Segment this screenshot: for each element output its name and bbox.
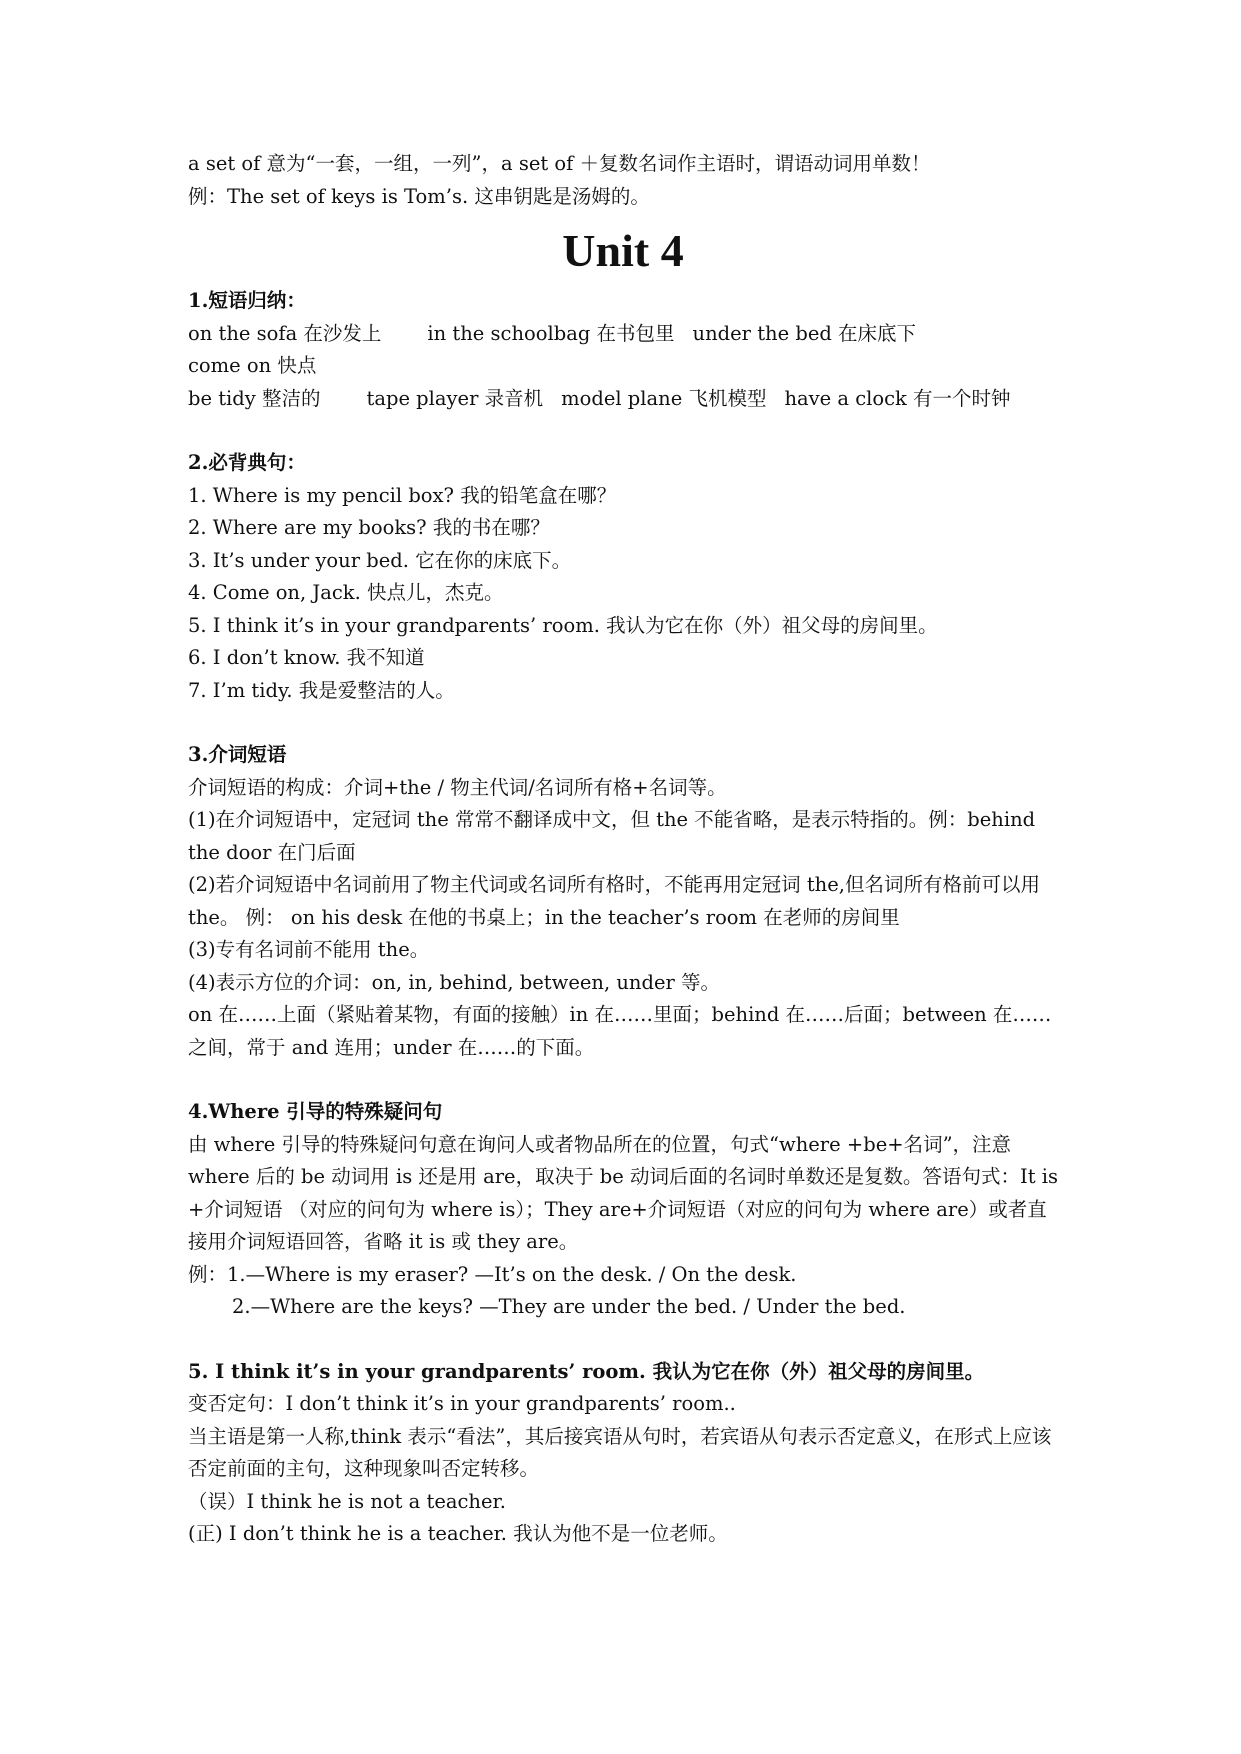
unit-title: Unit 4	[562, 225, 684, 276]
intro-line-1: a set of 意为“一套，一组，一列”，a set of ＋复数名词作主语时，谓语动词用单数！	[188, 152, 931, 175]
section-3-line: on 在……上面（紧贴着某物，有面的接触）in 在……里面；behind 在……后面；between 在……之间，常于 and 连用；under 在……的下面。	[188, 1003, 1052, 1059]
example-2: 2.—Where are the keys? —They are under the bed. / Under the bed.	[232, 1295, 906, 1318]
phrase: in the schoolbag 在书包里	[427, 321, 675, 345]
sentence-item: 4. Come on, Jack. 快点儿，杰克。	[188, 581, 504, 604]
sentence-item: 2. Where are my books? 我的书在哪？	[188, 516, 550, 539]
sentence-item: 3. It’s under your bed. 它在你的床底下。	[188, 548, 572, 572]
sentence-item: 5. I think it’s in your grandparents’ room. 我认为它在你（外）祖父母的房间里。	[188, 613, 938, 637]
section-3-line: (3)专有名词前不能用 the。	[188, 938, 430, 961]
section-1-heading: 1.短语归纳：	[188, 289, 306, 312]
section-5-line: (正) I don’t think he is a teacher. 我认为他不是一位老师。	[188, 1522, 728, 1545]
phrase: on the sofa 在沙发上	[188, 321, 382, 345]
intro-line-2: 例：The set of keys is Tom’s. 这串钥匙是汤姆的。	[188, 184, 650, 208]
phrase: model plane 飞机模型	[561, 386, 767, 410]
section-5-line: （误）I think he is not a teacher.	[188, 1489, 506, 1513]
phrase: come on 快点	[188, 354, 317, 377]
sentence-item: 7. I’m tidy. 我是爱整洁的人。	[188, 678, 455, 702]
section-5-line: 当主语是第一人称,think 表示“看法”，其后接宾语从句时，若宾语从句表示否定意义，在形式上应该否定前面的主句，这种现象叫否定转移。	[188, 1424, 1052, 1480]
section-2-heading: 2.必背典句：	[188, 451, 306, 474]
sentence-item: 1. Where is my pencil box? 我的铅笔盒在哪？	[188, 483, 617, 507]
section-3-line: (4)表示方位的介词：on, in, behind, between, under 等。	[188, 970, 721, 994]
phrase-row-1	[188, 318, 1058, 383]
section-3-line: (2)若介词短语中名词前用了物主代词或名词所有格时，不能再用定冠词 the,但名词所有格前可以用 the。 例： on his desk 在他的书桌上；in the teacher’s room 在老师的房间里	[188, 873, 1040, 929]
phrase: tape player 录音机	[366, 386, 544, 410]
document-body	[188, 148, 1058, 1551]
phrase: under the bed 在床底下	[692, 321, 917, 345]
phrase-row-2	[188, 383, 1058, 416]
section-5-line: 变否定句：I don’t think it’s in your grandparents’ room..	[188, 1392, 736, 1415]
section-4-heading: 4.Where 引导的特殊疑问句	[188, 1100, 443, 1123]
section-3-heading: 3.介词短语	[188, 743, 287, 766]
phrase: have a clock 有一个时钟	[784, 386, 1011, 410]
example-1: 例：1.—Where is my eraser? —It’s on the desk. / On the desk.	[188, 1262, 797, 1286]
section-4-paragraph: 由 where 引导的特殊疑问句意在询问人或者物品所在的位置，句式“where +be+名词”，注意 where 后的 be 动词用 is 还是用 are，取决于 be 动词后面的名词时单数还是复数。答语句式：It is +介词短语 （对应的问句为 where is）；They are+介词短语（对应的问句为 where are）或者直接用介词短语回答，省略 it is 或 they are。	[188, 1132, 1058, 1253]
section-3-line: (1)在介词短语中，定冠词 the 常常不翻译成中文，但 the 不能省略，是表示特指的。例：behind the door 在门后面	[188, 808, 1036, 864]
sentence-item: 6. I don’t know. 我不知道	[188, 646, 425, 669]
section-5-heading: 5. I think it’s in your grandparents’ room. 我认为它在你（外）祖父母的房间里。	[188, 1359, 985, 1383]
section-3-line: 介词短语的构成：介词+the / 物主代词/名词所有格+名词等。	[188, 775, 727, 799]
phrase: be tidy 整洁的	[188, 386, 321, 410]
